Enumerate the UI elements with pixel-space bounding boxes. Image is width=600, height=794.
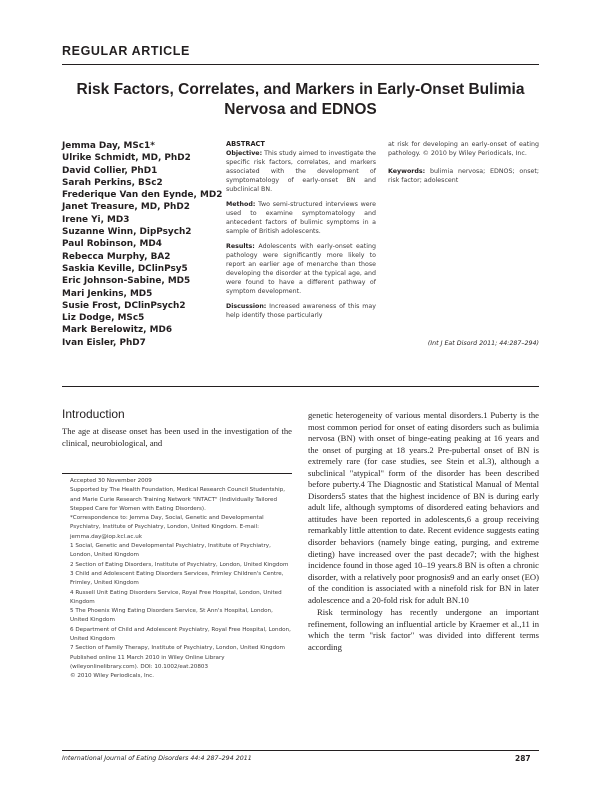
author xyxy=(62,165,222,177)
body-paragraph: Risk terminology has recently undergone an important refinement, following an influential article by Kraemer et al.,11 in which the term "risk factor" was divided into different terms according xyxy=(308,607,539,652)
method-label: Method: xyxy=(226,201,256,208)
note-item: 4 Russell Unit Eating Disorders Service, Royal Free Hospital, London, United Kingdom xyxy=(70,589,282,605)
author xyxy=(62,189,222,201)
page-number: 287 xyxy=(515,754,531,763)
note-item: © 2010 Wiley Periodicals, Inc. xyxy=(70,673,155,680)
author xyxy=(62,312,222,324)
objective-label: Objective: xyxy=(226,150,263,157)
author xyxy=(62,201,222,213)
body-paragraph: genetic heterogeneity of various mental disorders.1 Puberty is the most common period for onset of eating disorders such as bulimia nervosa (BN) with onset of binge-eating peaking at 16 years and the onset of purging at 18 years.2 Pre-pubertal onset of BN is extremely rare (for case studies, see Stein et al.3), although a subclinical "atypical" form of the disorder has been described before puberty.4 The Diagnostic and Statistical Manual of Mental Disorders5 states that the highest incidence of BN is during early adult life, although symptoms of disordered eating behaviors and attitudes have been reported in adolescents,6 a group receiving remarkably little attention to date. Recent evidence suggests eating disorder behaviors (namely binge eating, purging, and extreme dieting) have increased over the past decade7; with the highest incidence found in those aged 10–19 years.8 BN is often a chronic disorder, with a relatively poor prognosis9 and an early onset (EO) of the condition is associated with a ninefold risk for BN in later adolescence and a 20-fold risk for adult BN.10 xyxy=(308,410,539,605)
author-name: Liz Dodge, MSc5 xyxy=(62,313,145,324)
journal-citation: (Int J Eat Disord 2011; 44:287–294) xyxy=(427,340,539,347)
author-name: Ulrike Schmidt, MD, PhD2 xyxy=(62,153,191,164)
header-divider xyxy=(62,64,539,65)
body-right-column xyxy=(308,410,539,653)
section-label: REGULAR ARTICLE xyxy=(62,44,190,58)
author xyxy=(62,275,222,287)
author-name: Mark Berelowitz, MD6 xyxy=(62,325,172,336)
author xyxy=(62,226,222,238)
author xyxy=(62,300,222,312)
abstract-column-left xyxy=(226,140,376,326)
article-notes xyxy=(62,477,292,682)
note-item: 6 Department of Child and Adolescent Psychiatry, Royal Free Hospital, London, United Kingdom xyxy=(70,626,291,643)
author-name: Saskia Keville, DClinPsy5 xyxy=(62,263,188,274)
author-name: Janet Treasure, MD, PhD2 xyxy=(62,202,190,213)
author-name: Jemma Day, MSc1* xyxy=(62,141,155,151)
discussion-label: Discussion: xyxy=(226,303,267,310)
author-name: Paul Robinson, MD4 xyxy=(62,239,162,250)
note-item: Supported by The Health Foundation, Medical Research Council Studentship, and Marie Curie Research Training Network "INTACT" (Individually Tailored Stepped Care for Women with Eating Disorders). xyxy=(70,487,286,512)
note-item: Accepted 30 November 2009 xyxy=(70,478,152,484)
author xyxy=(62,288,222,300)
author-name: Sarah Perkins, BSc2 xyxy=(62,177,163,188)
author xyxy=(62,140,222,152)
author-name: Ivan Eisler, PhD7 xyxy=(62,337,146,348)
keywords-label: Keywords: xyxy=(388,168,426,175)
abstract-column-right xyxy=(388,140,539,191)
method-text: Two semi-structured interviews were used to examine symptomatology and antecedent factors of bulimic symptoms in a sample of British adolescents. xyxy=(226,201,376,235)
author-name: Susie Frost, DClinPsych2 xyxy=(62,300,186,311)
lead-paragraph: The age at disease onset has been used in the investigation of the clinical, neurobiological, and xyxy=(62,426,292,448)
objective-text: This study aimed to investigate the specific risk factors, correlates, and markers associated with the development of symptomatology of early-onset BN and subclinical BN. xyxy=(226,150,376,193)
keywords-text: bulimia nervosa; EDNOS; onset; risk factor; adolescent xyxy=(388,168,539,184)
note-item: 7 Section of Family Therapy, Institute of Psychiatry, London, United Kingdom xyxy=(70,645,285,652)
note-item: *Correspondence to: Jemma Day, Social, Genetic and Developmental Psychiatry, Institute of Psychiatry, London, United Kingdom. E-mail: jemma.day@iop.kcl.ac.uk xyxy=(70,515,264,540)
author-name: Rebecca Murphy, BA2 xyxy=(62,251,171,262)
author-name: Suzanne Winn, DipPsych2 xyxy=(62,227,192,238)
abstract-heading: ABSTRACT xyxy=(226,140,265,148)
note-item: 2 Section of Eating Disorders, Institute of Psychiatry, London, United Kingdom xyxy=(70,561,289,568)
results-label: Results: xyxy=(226,243,255,250)
note-item: 1 Social, Genetic and Developmental Psychiatry, Institute of Psychiatry, London, United Kingdom xyxy=(70,543,271,559)
author-name: Frederique Van den Eynde, MD2 xyxy=(62,190,223,201)
author xyxy=(62,238,222,250)
author xyxy=(62,263,222,275)
discussion-text: Increased awareness of this may help identify those particularly xyxy=(226,303,376,319)
note-item: 3 Child and Adolescent Eating Disorders Services, Frimley Children's Centre, Frimley, United Kingdom xyxy=(70,570,284,587)
footer-journal: International Journal of Eating Disorders 44:4 287–294 2011 xyxy=(62,755,252,762)
introduction-lead xyxy=(62,426,292,450)
note-item: Published online 11 March 2010 in Wiley Online Library (wileyonlinelibrary.com). DOI: 10.1002/eat.20803 xyxy=(70,654,225,670)
notes-divider xyxy=(62,473,292,474)
results-text: Adolescents with early-onset eating pathology were significantly more likely to report an earlier age of menarche than those developing the disorder at the typical age, and were found to have a different pathway of symptom development. xyxy=(226,243,376,295)
article-title: Risk Factors, Correlates, and Markers in Early-Onset Bulimia Nervosa and EDNOS xyxy=(76,81,525,118)
author xyxy=(62,177,222,189)
author-name: Eric Johnson-Sabine, MD5 xyxy=(62,276,191,287)
author xyxy=(62,337,222,349)
author-name: Irene Yi, MD3 xyxy=(62,214,130,225)
introduction-heading: Introduction xyxy=(62,407,125,421)
author xyxy=(62,214,222,226)
author-name: David Collier, PhD1 xyxy=(62,165,158,176)
abstract-continuation: at risk for developing an early-onset of eating pathology. © 2010 by Wiley Periodicals, Inc. xyxy=(388,141,539,157)
author-name: Mari Jenkins, MD5 xyxy=(62,288,153,299)
author xyxy=(62,324,222,336)
author xyxy=(62,251,222,263)
footer-divider xyxy=(62,750,539,751)
author xyxy=(62,152,222,164)
note-item: 5 The Phoenix Wing Eating Disorders Service, St Ann's Hospital, London, United Kingdom xyxy=(70,608,273,624)
abstract-divider xyxy=(62,386,539,387)
author-list xyxy=(62,140,222,349)
